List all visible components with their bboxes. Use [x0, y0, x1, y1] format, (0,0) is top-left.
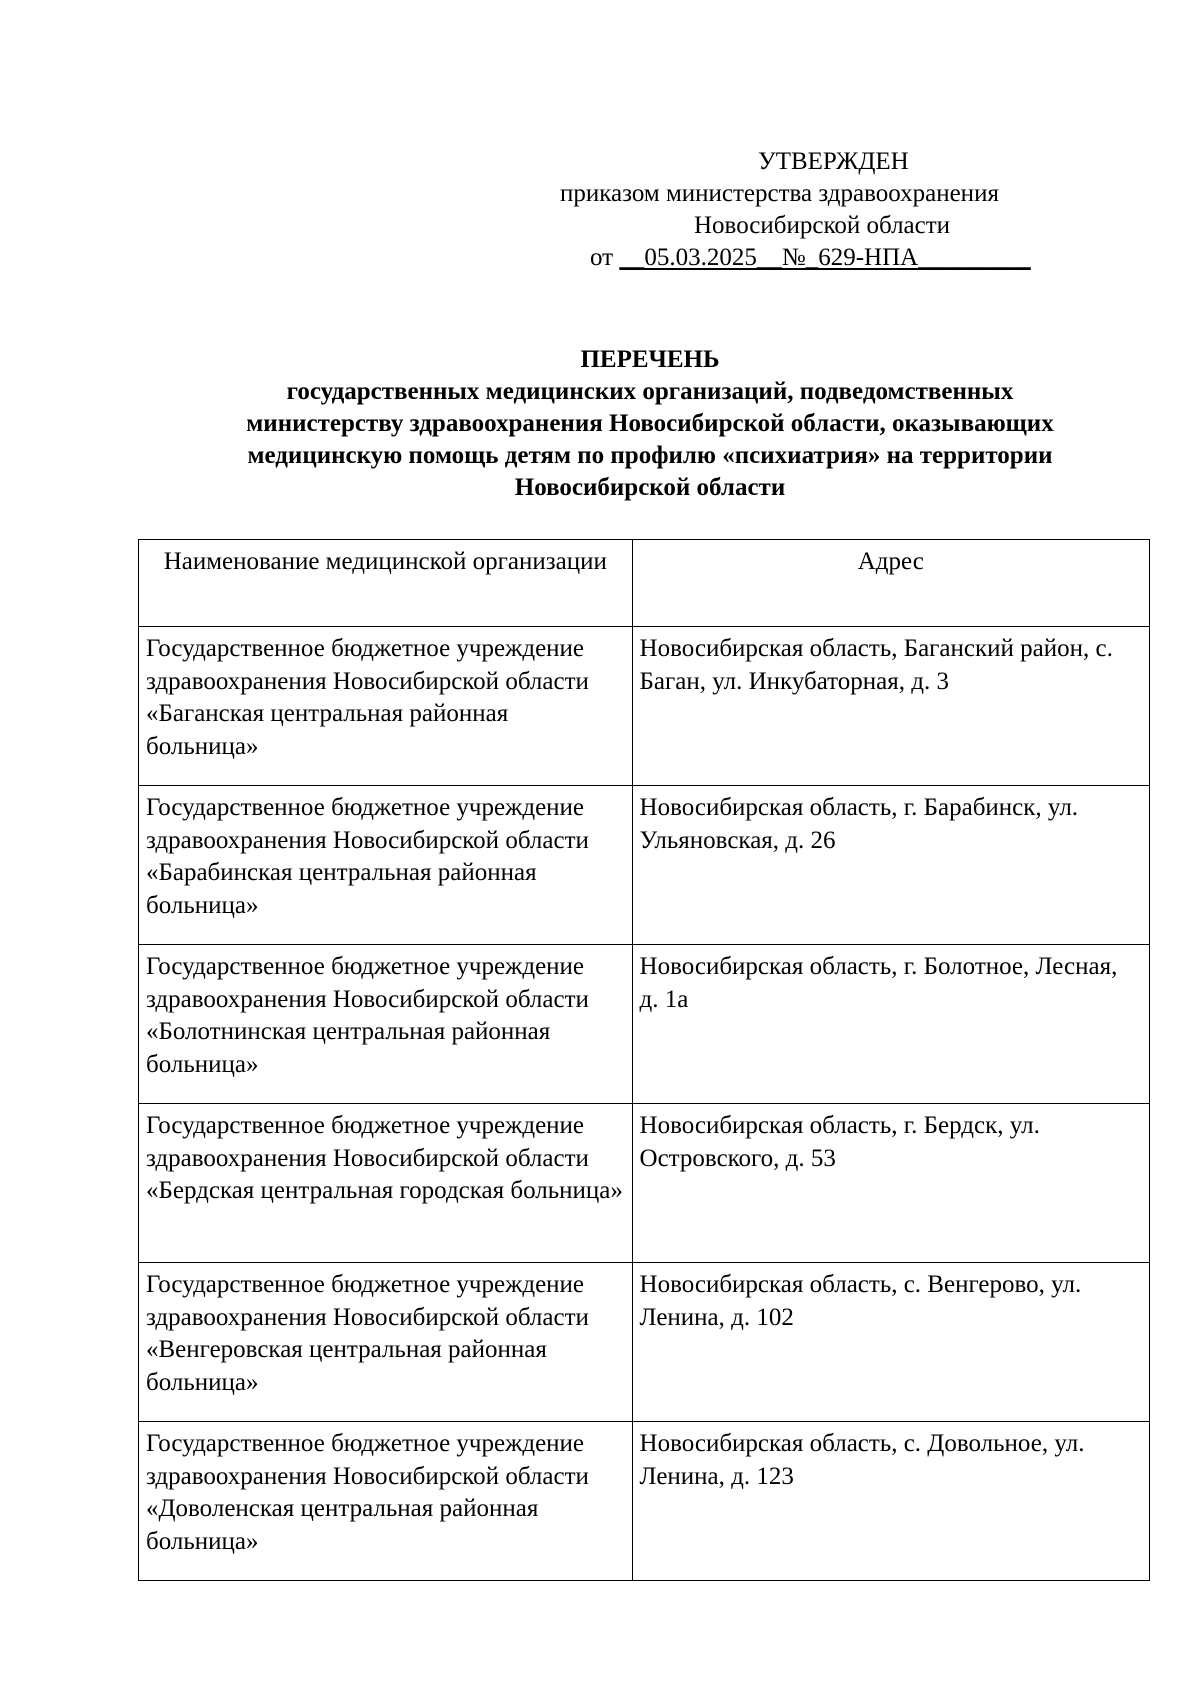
header-address: Адрес: [632, 540, 1149, 627]
title-line-2: министерству здравоохранения Новосибирской области, оказывающих: [246, 410, 1054, 437]
table-row: [139, 945, 1150, 1104]
approval-region-line: Новосибирской области: [694, 212, 951, 239]
organization-address: Новосибирская область, г. Барабинск, ул. Ульяновская, д. 26: [632, 786, 1149, 945]
organization-name: Государственное бюджетное учреждение здравоохранения Новосибирской области «Венгеровская центральная районная больница»: [139, 1263, 633, 1422]
title-line-3: медицинскую помощь детям по профилю «психиатрия» на территории: [247, 442, 1053, 469]
table-row: [139, 786, 1150, 945]
organization-address: Новосибирская область, Баганский район, с. Баган, ул. Инкубаторная, д. 3: [632, 627, 1149, 786]
organization-name: Государственное бюджетное учреждение здравоохранения Новосибирской области «Бердская центральная городская больница»: [139, 1104, 633, 1263]
title-heading: ПЕРЕЧЕНЬ: [580, 346, 720, 373]
approval-block: [540, 146, 1100, 274]
title-line-4: Новосибирской области: [514, 474, 786, 501]
organization-address: Новосибирская область, с. Довольное, ул. Ленина, д. 123: [632, 1422, 1149, 1581]
approval-date-number: __05.03.2025__№_629-НПА_________: [619, 244, 1031, 271]
title-line-1: государственных медицинских организаций, подведомственных: [286, 378, 1014, 405]
header-name: Наименование медицинской организации: [139, 540, 633, 627]
table-header-row: [139, 540, 1150, 627]
table-row: [139, 1263, 1150, 1422]
organization-name: Государственное бюджетное учреждение здравоохранения Новосибирской области «Барабинская центральная районная больница»: [139, 786, 633, 945]
organization-address: Новосибирская область, г. Бердск, ул. Островского, д. 53: [632, 1104, 1149, 1263]
organization-name: Государственное бюджетное учреждение здравоохранения Новосибирской области «Болотнинская центральная районная больница»: [139, 945, 633, 1104]
table-row: [139, 627, 1150, 786]
organization-name: Государственное бюджетное учреждение здравоохранения Новосибирской области «Доволенская центральная районная больница»: [139, 1422, 633, 1581]
organization-address: Новосибирская область, г. Болотное, Лесная, д. 1а: [632, 945, 1149, 1104]
organization-name: Государственное бюджетное учреждение здравоохранения Новосибирской области «Баганская центральная районная больница»: [139, 627, 633, 786]
approval-date-prefix: от: [590, 244, 614, 271]
organizations-table: [138, 539, 1150, 1581]
table-row: [139, 1104, 1150, 1263]
document-title: [130, 344, 1170, 504]
table-row: [139, 1422, 1150, 1581]
organization-address: Новосибирская область, с. Венгерово, ул. Ленина, д. 102: [632, 1263, 1149, 1422]
approval-order-line: приказом министерства здравоохранения: [560, 180, 999, 207]
approval-date-line: [540, 242, 1100, 274]
approval-heading: УТВЕРЖДЕН: [758, 148, 909, 175]
